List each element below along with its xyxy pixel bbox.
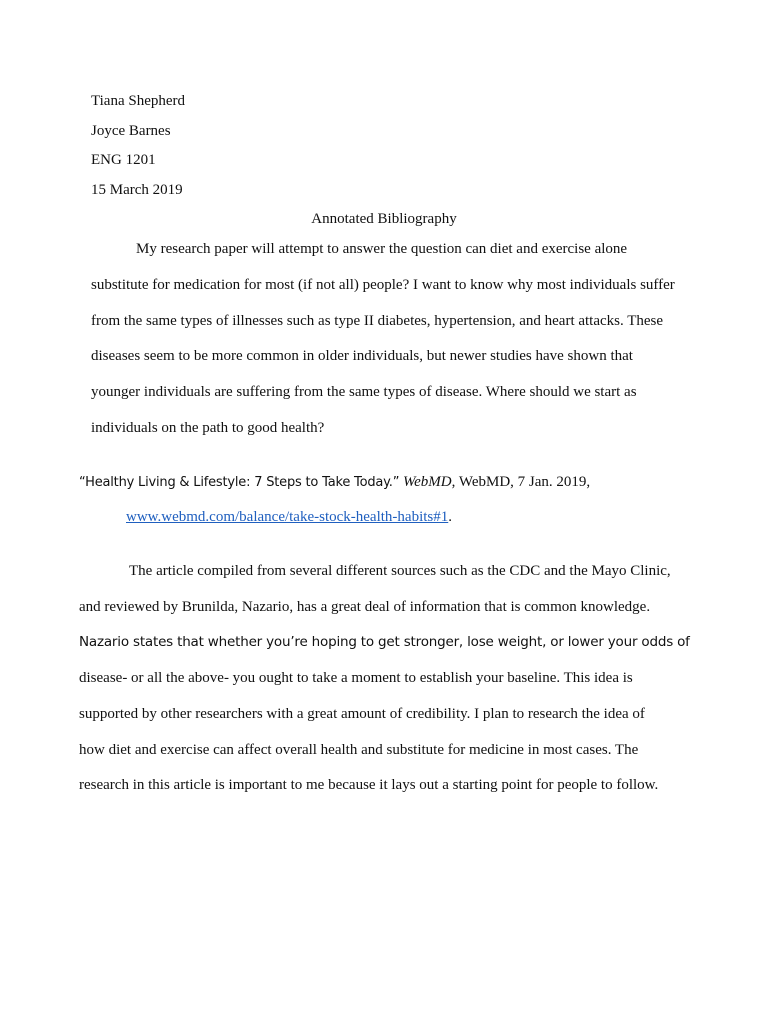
course-name: ENG 1201 [91,152,156,168]
annotation-line: and reviewed by Brunilda, Nazario, has a great deal of information that is common knowledge. [79,599,651,615]
document-title: Annotated Bibliography [311,211,457,227]
intro-line: younger individuals are suffering from the same types of disease. Where should we start as [91,384,637,400]
citation-site-name: WebMD [403,474,452,490]
annotation-line: supported by other researchers with a great amount of credibility. I plan to research the idea of [79,706,645,722]
intro-line: diseases seem to be more common in older individuals, but newer studies have shown that [91,348,633,364]
citation-details: , WebMD, 7 Jan. 2019, [451,474,591,490]
intro-line: substitute for medication for most (if not all) people? I want to know why most individuals suffer [91,277,675,293]
intro-line: individuals on the path to good health? [91,420,325,436]
intro-line: from the same types of illnesses such as type II diabetes, hypertension, and heart attacks. These [91,313,664,329]
citation [79,473,590,492]
annotation-line: The article compiled from several different sources such as the CDC and the Mayo Clinic, [129,563,671,579]
instructor-name: Joyce Barnes [91,123,171,139]
intro-line: My research paper will attempt to answer the question can diet and exercise alone [136,241,628,257]
citation-url-link[interactable]: www.webmd.com/balance/take-stock-health-habits#1 [126,509,449,525]
annotation-line-text: Nazario states that whether you’re hoping to get stronger, lose weight, or lower your odds of [79,634,690,650]
annotation-line [79,633,690,651]
citation-url-line [126,508,452,526]
annotation-line: research in this article is important to me because it lays out a starting point for people to follow. [79,777,659,793]
citation-article-title: “Healthy Living & Lifestyle: 7 Steps to Take Today.” [79,475,400,490]
annotation-line: disease- or all the above- you ought to take a moment to establish your baseline. This idea is [79,670,633,686]
annotation-line: how diet and exercise can affect overall health and substitute for medicine in most cases. The [79,742,639,758]
student-name: Tiana Shepherd [91,93,186,109]
citation-url-suffix: . [448,509,453,525]
date: 15 March 2019 [91,182,183,198]
